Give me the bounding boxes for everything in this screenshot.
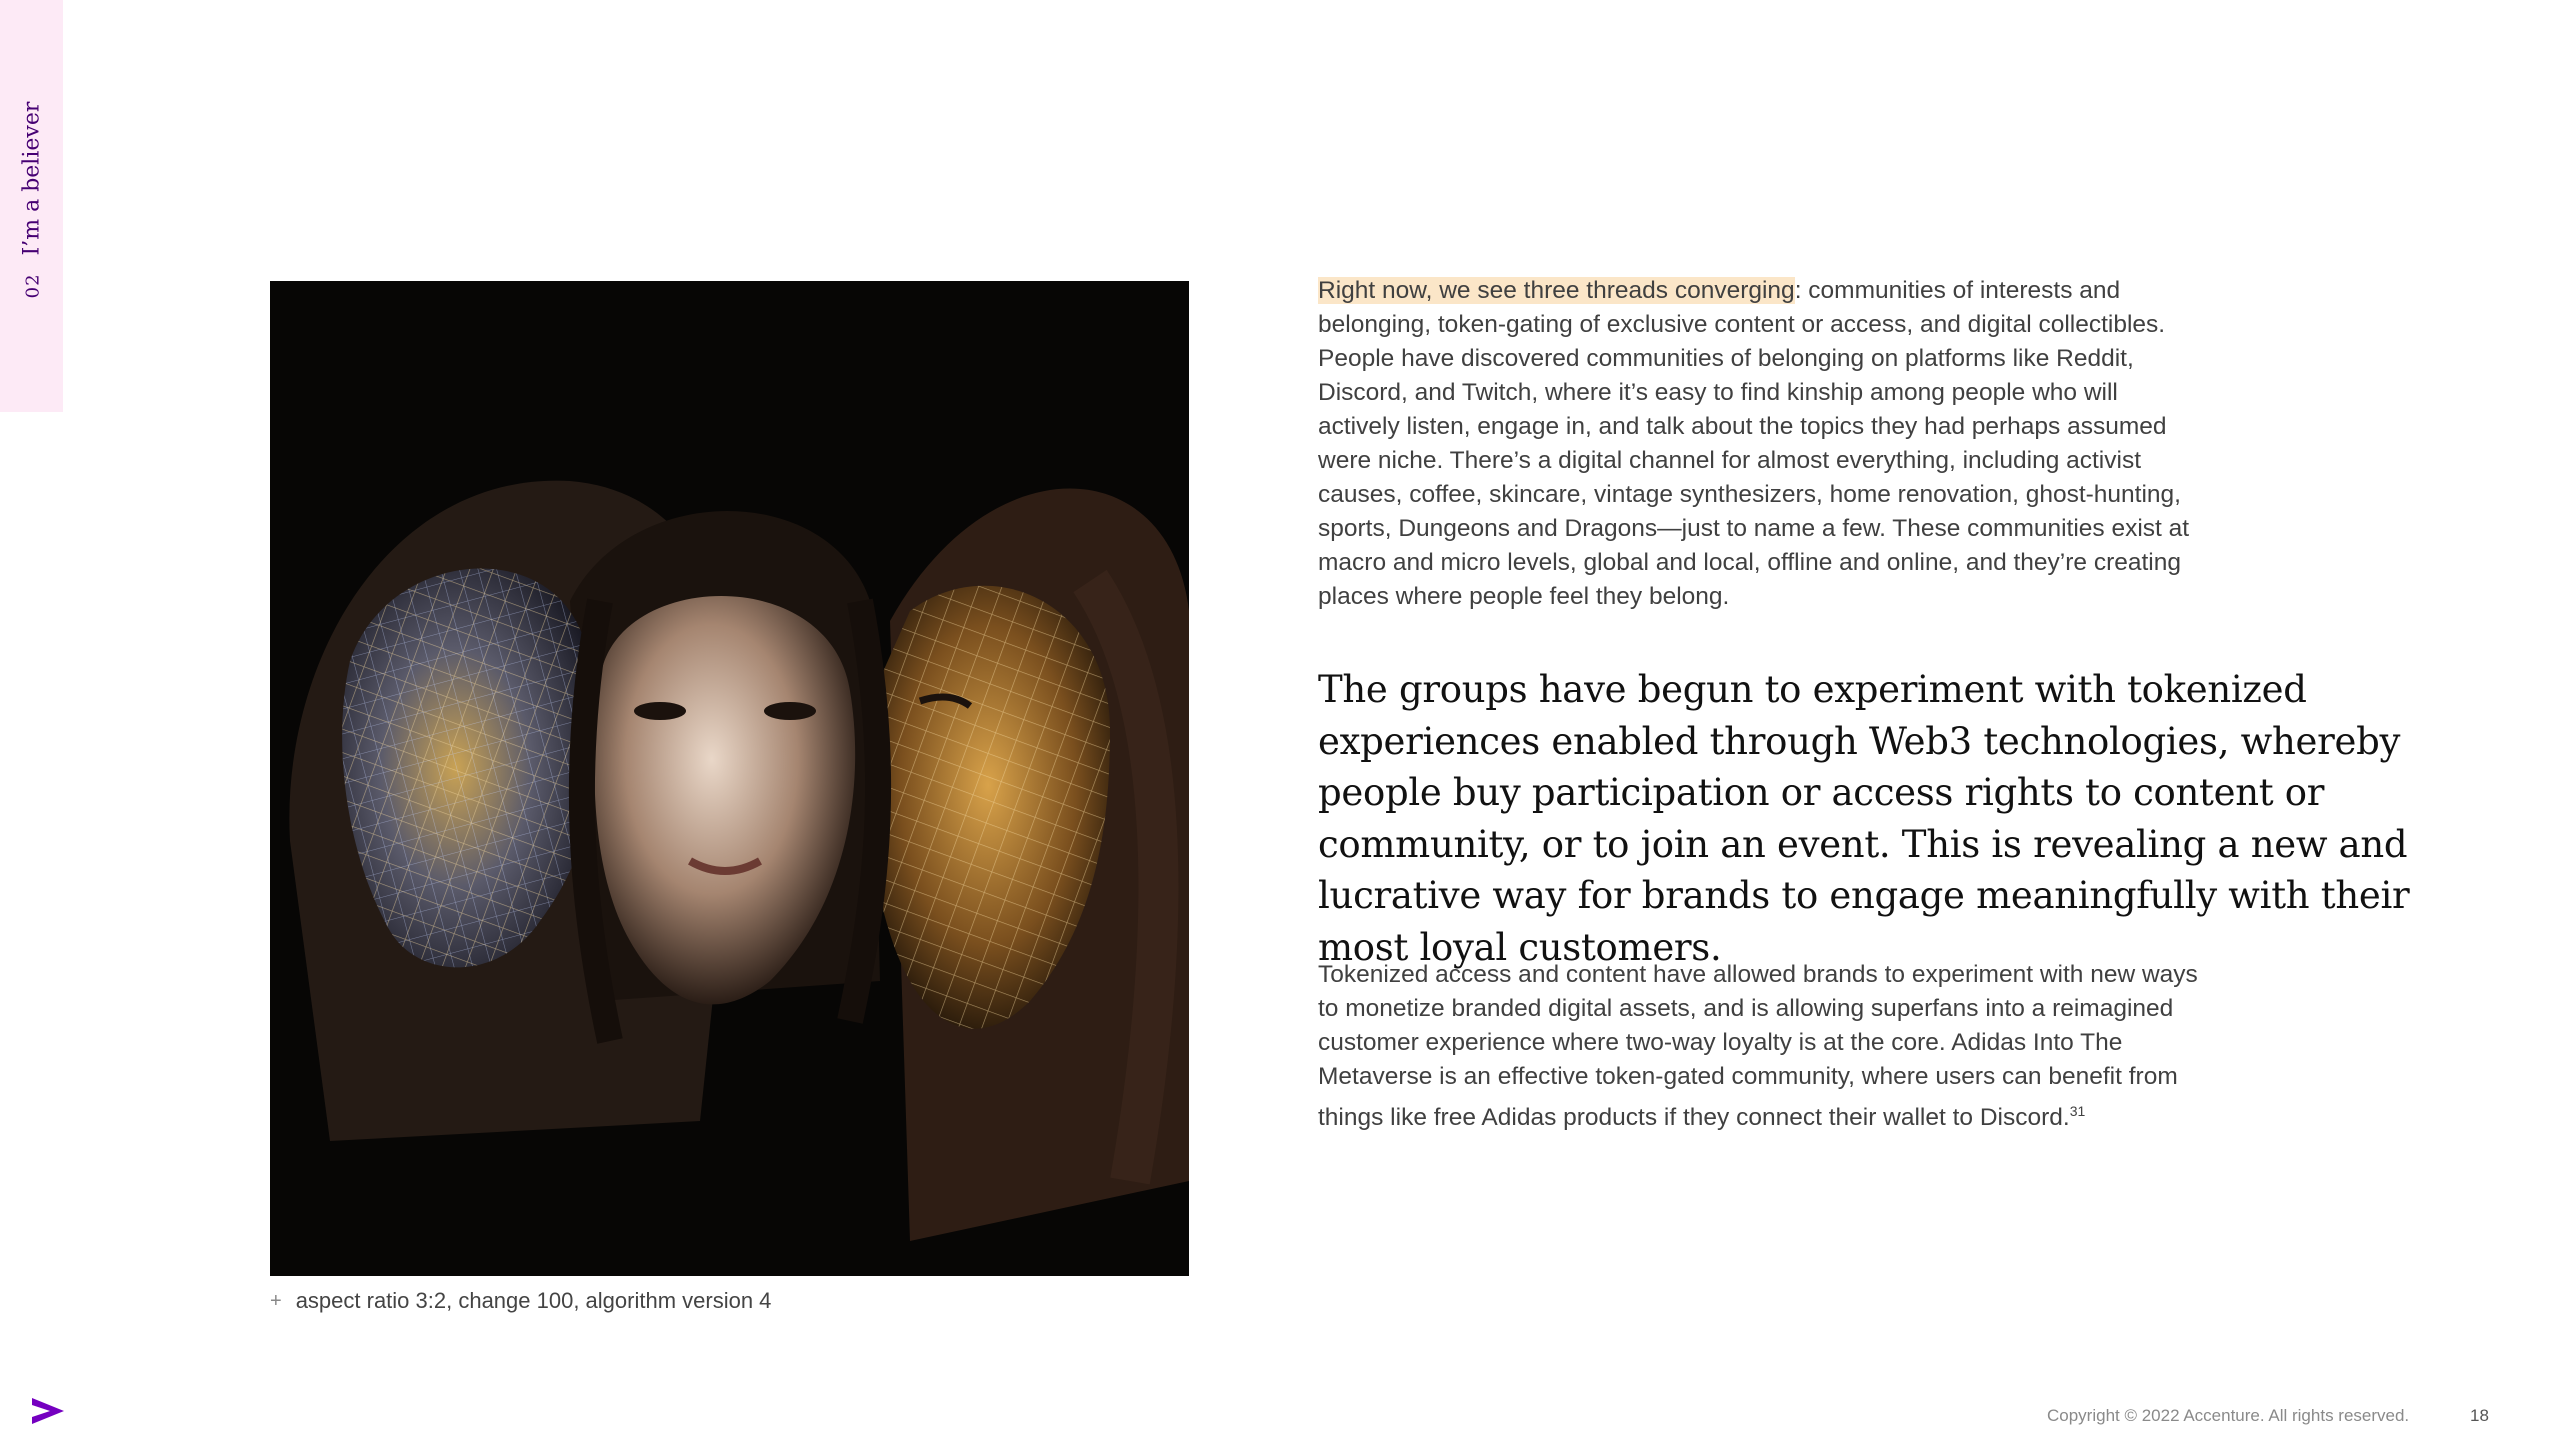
section-tab[interactable] (0, 0, 63, 412)
page-number: 18 (2470, 1406, 2489, 1425)
accenture-chevron-icon[interactable] (30, 1394, 66, 1428)
section-number: 02 (22, 273, 44, 299)
section-title: I’m a believer (19, 101, 45, 256)
ai-generated-faces-image (270, 281, 1189, 1276)
section-tab-label (14, 101, 50, 299)
body-paragraph-2 (1318, 958, 2198, 1135)
highlighted-phrase: Right now, we see three threads converging (1318, 277, 1795, 304)
image-caption (270, 1288, 771, 1314)
paragraph-2-text: Tokenized access and content have allowed brands to experiment with new ways to monetize branded digital assets, and is allowing superfans into a reimagined customer experience where two-way loyalty is at the core. Adidas Into The Metaverse is an effective token-gated community, where users can benefit from things like free Adidas products if they connect their wallet to Discord. (1318, 961, 2198, 1132)
footnote-link[interactable]: 31 (2069, 1103, 2086, 1119)
pull-quote: The groups have begun to experiment with tokenized experiences enabled through Web3 technologies, whereby people buy participation or access rights to content or community, or to join an event. This is revealing a new and lucrative way for brands to engage meaningfully with their most loyal customers. (1318, 668, 2410, 969)
caption-plus-icon: + (270, 1289, 282, 1312)
copyright-text: Copyright © 2022 Accenture. All rights reserved. (2047, 1406, 2410, 1425)
body-paragraph-1 (1318, 274, 2198, 614)
caption-text: aspect ratio 3:2, change 100, algorithm version 4 (295, 1288, 772, 1313)
paragraph-1-text: : communities of interests and belonging, token-gating of exclusive content or access, and digital collectibles. People have discovered communities of belonging on platforms like Reddit, Discord, and Twitch, where it’s easy to find kinship among people who will actively listen, engage in, and talk about the topics they had perhaps assumed were niche. There’s a digital channel for almost everything, including activist causes, coffee, skincare, vintage synthesizers, home renovation, ghost-hunting, sports, Dungeons and Dragons—just to name a few. These communities exist at macro and micro levels, global and local, offline and online, and they’re creating places where people feel they belong. (1318, 277, 2190, 610)
faces-illustration (270, 281, 1189, 1276)
